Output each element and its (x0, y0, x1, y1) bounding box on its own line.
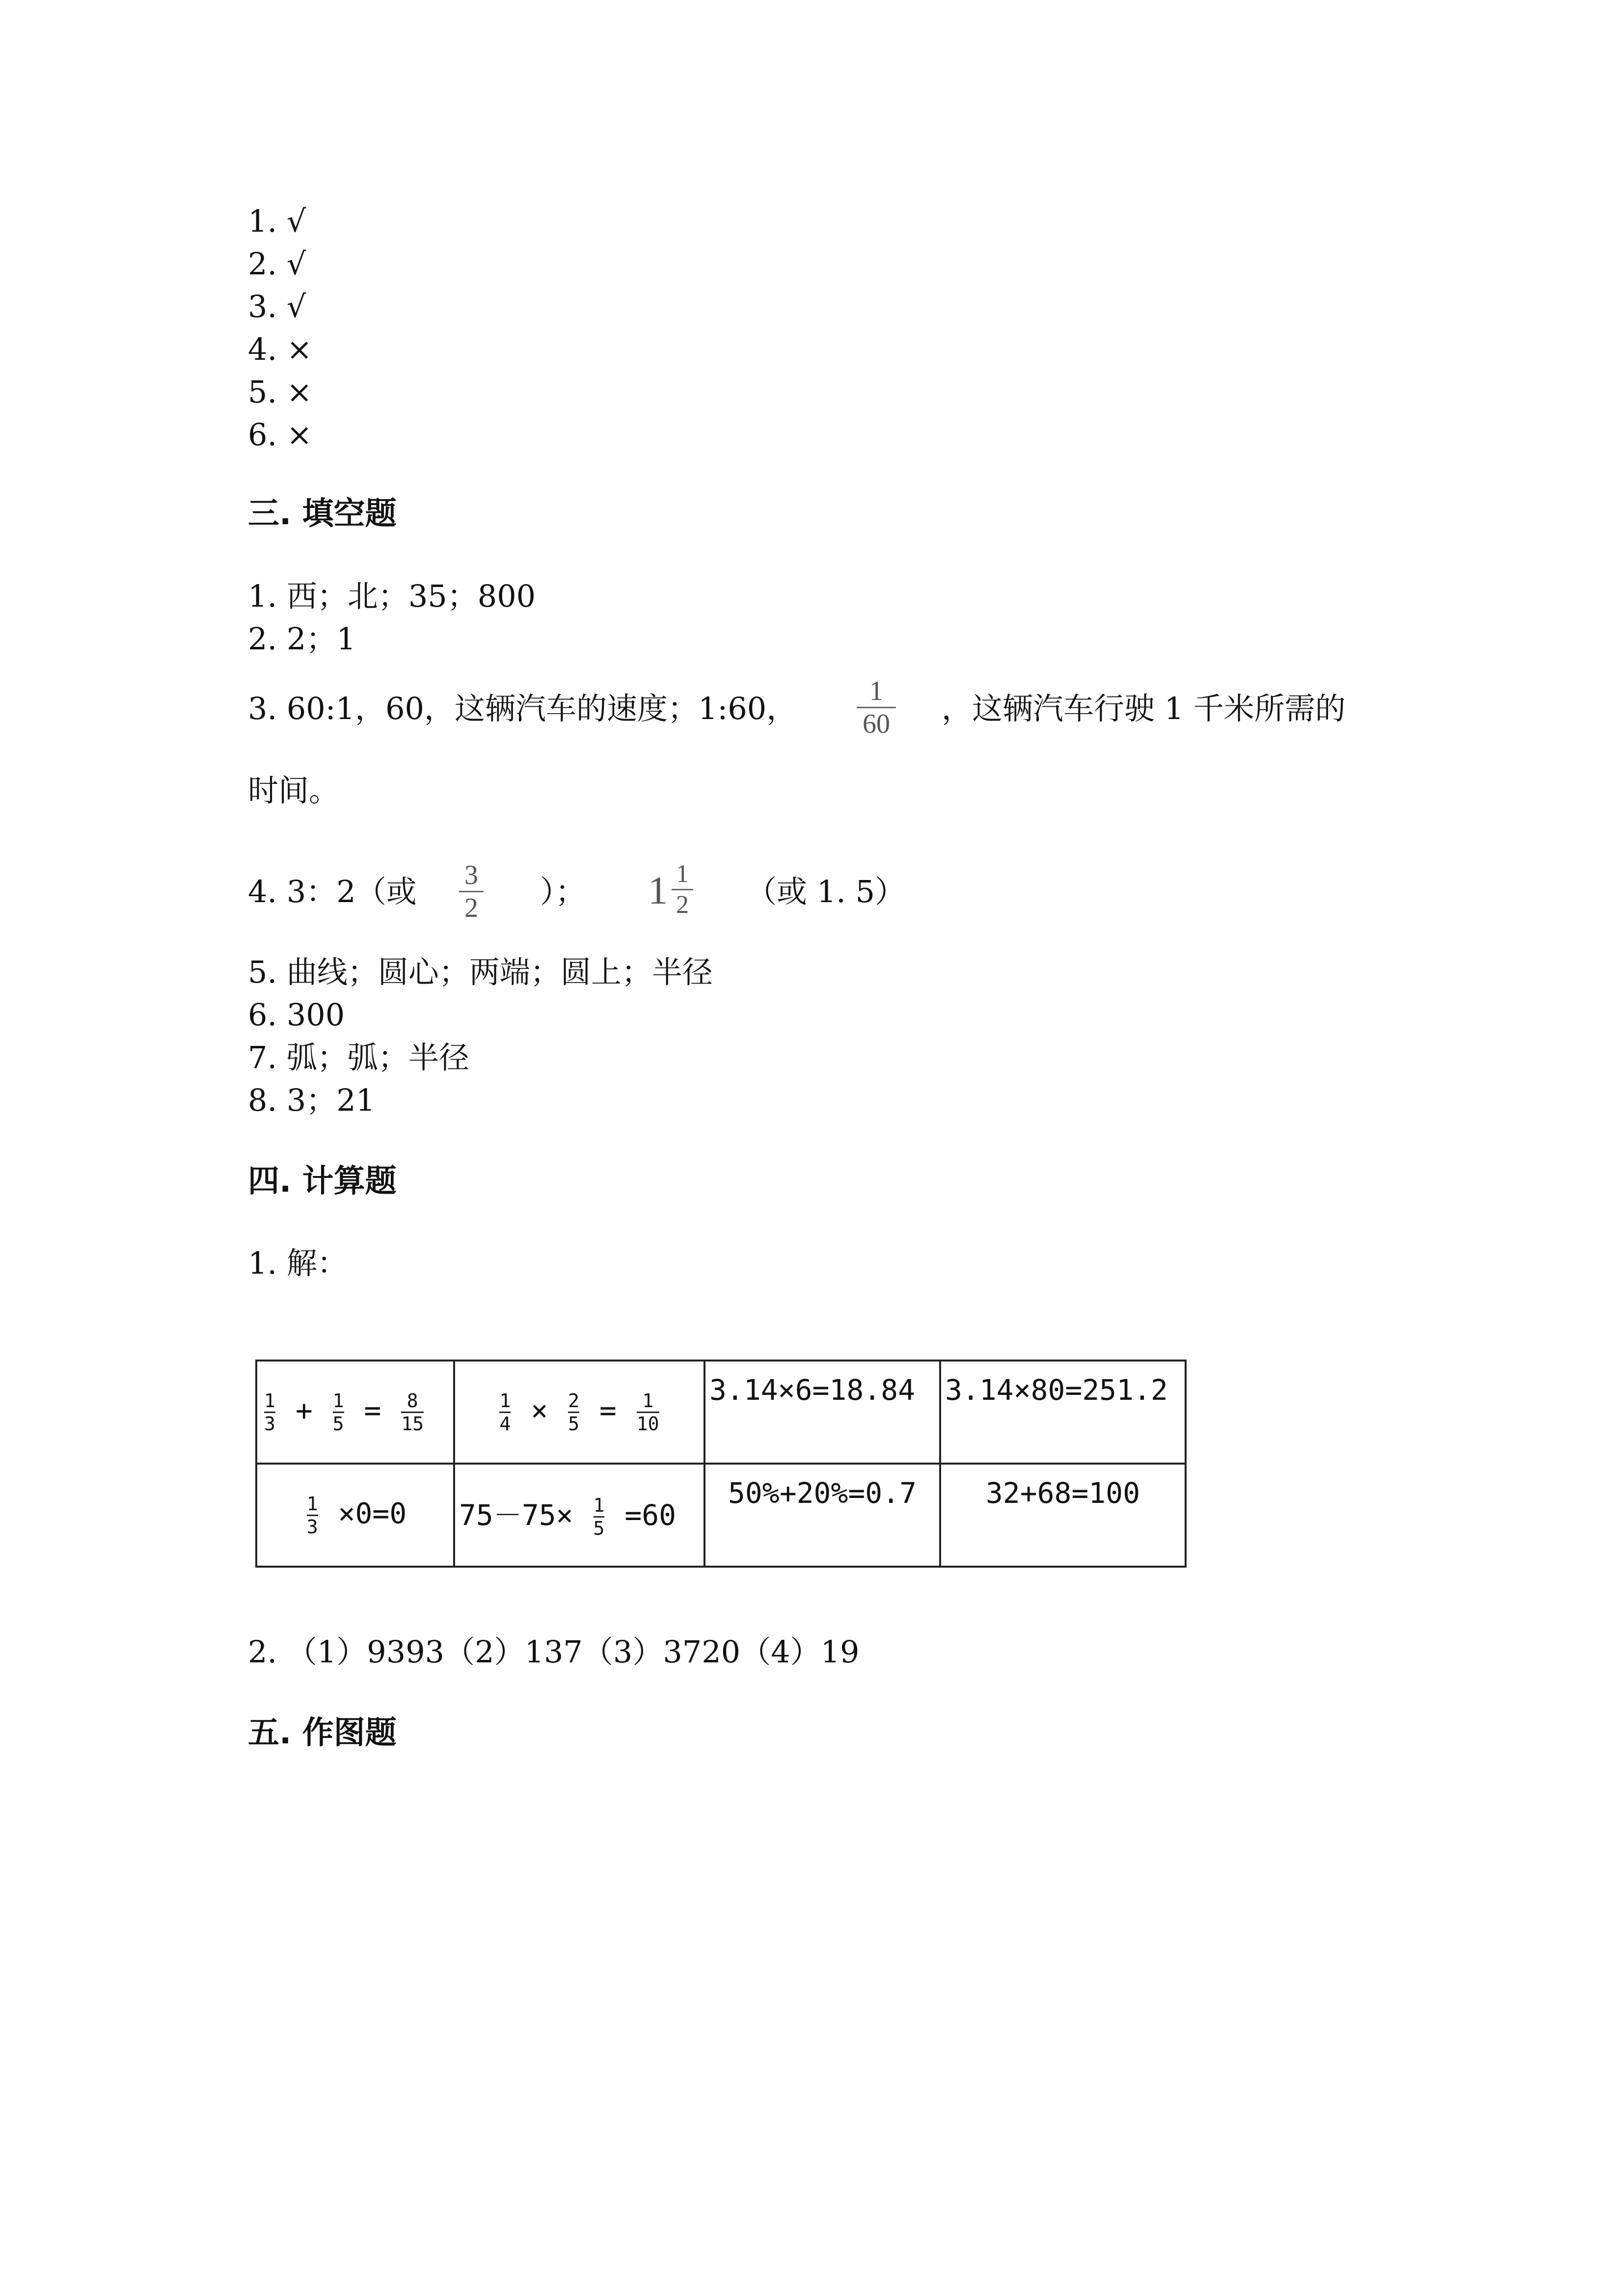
fraction (568, 1391, 579, 1434)
calc-answer-2: 2. （1）9393（2）137（3）3720（4）19 (248, 1634, 860, 1670)
table-cell (454, 1464, 704, 1567)
fill-answer-8: 8. 3；21 (248, 1082, 376, 1118)
operator: × (531, 1393, 548, 1427)
fraction-denominator: 10 (636, 1413, 659, 1435)
fraction-denominator: 5 (332, 1413, 344, 1435)
fill-answer-7: 7. 弧；弧；半径 (248, 1040, 469, 1075)
fraction-numerator: 3 (464, 860, 478, 890)
fraction-numerator: 1 (642, 1389, 654, 1412)
equals-sign: = (364, 1393, 381, 1427)
fill-answer-2: 2. 2；1 (248, 621, 356, 657)
fraction-denominator: 5 (568, 1413, 579, 1435)
table-cell: 3.14×6=18.84 (704, 1361, 940, 1464)
fraction-numerator: 2 (568, 1389, 579, 1412)
fraction-denominator: 3 (306, 1516, 318, 1538)
fraction-numerator: 1 (676, 860, 689, 888)
fraction (401, 1391, 424, 1434)
section-3-heading: 三. 填空题 (248, 496, 397, 532)
table-cell (454, 1361, 704, 1464)
fraction-3-2 (457, 861, 486, 922)
expression-rest: =60 (624, 1498, 677, 1532)
judge-item-4: 4. × (248, 331, 312, 367)
fraction-denominator: 3 (264, 1413, 275, 1435)
table-cell (256, 1464, 454, 1567)
fraction-numerator: 1 (869, 676, 883, 706)
fraction-numerator: 1 (593, 1495, 605, 1517)
expression-rest: ×0=0 (338, 1496, 407, 1530)
table-cell (256, 1361, 454, 1464)
fraction-numerator: 8 (406, 1389, 418, 1412)
fraction-denominator: 2 (676, 891, 689, 919)
fraction-denominator: 4 (499, 1413, 511, 1435)
fraction-denominator: 5 (593, 1518, 605, 1540)
table-cell: 50%+20%=0.7 (704, 1464, 940, 1567)
fraction-denominator: 2 (464, 893, 478, 923)
fraction (333, 1391, 344, 1434)
equals-sign: = (599, 1393, 617, 1427)
fraction (499, 1391, 511, 1434)
judge-item-3: 3. √ (248, 289, 306, 324)
judge-item-1: 1. √ (248, 203, 306, 239)
mixed-number-fraction (670, 861, 695, 918)
fraction (594, 1495, 605, 1538)
calculation-table (255, 1360, 1187, 1568)
fill-answer-4-part-c: （或 1. 5） (746, 874, 906, 909)
fraction-numerator: 1 (264, 1389, 275, 1412)
fraction (307, 1494, 318, 1537)
fill-answer-3-part-a: 3. 60:1，60，这辆汽车的速度；1:60， (248, 691, 797, 726)
fraction-numerator: 1 (499, 1389, 511, 1412)
fraction (264, 1391, 275, 1434)
fraction-numerator: 1 (306, 1493, 318, 1515)
expression-prefix: 75－75× (459, 1498, 573, 1532)
operator: + (295, 1393, 313, 1427)
table-row (256, 1361, 1186, 1464)
section-5-heading: 五. 作图题 (248, 1715, 397, 1751)
fraction (637, 1391, 659, 1434)
fill-answer-1: 1. 西；北；35；800 (248, 578, 536, 614)
fill-answer-4-part-b: ）； (540, 874, 586, 909)
calc-answer-1-label: 1. 解： (248, 1245, 348, 1281)
fill-answer-3-part-b: ，这辆汽车行驶 1 千米所需的 (942, 691, 1346, 726)
fraction-denominator: 60 (863, 709, 890, 739)
table-cell: 3.14×80=251.2 (940, 1361, 1186, 1464)
table-cell: 32+68=100 (940, 1464, 1186, 1567)
fill-answer-6: 6. 300 (248, 997, 345, 1033)
fraction-numerator: 1 (332, 1389, 344, 1412)
fraction-denominator: 15 (401, 1413, 424, 1435)
fill-answer-4-part-a: 4. 3：2（或 (248, 874, 417, 909)
section-4-heading: 四. 计算题 (248, 1163, 397, 1200)
judge-item-5: 5. × (248, 374, 312, 410)
judge-item-6: 6. × (248, 417, 312, 453)
table-row (256, 1464, 1186, 1567)
mixed-number-whole: 1 (648, 869, 668, 912)
fill-answer-5: 5. 曲线；圆心；两端；圆上；半径 (248, 954, 713, 990)
fraction-1-60 (854, 677, 898, 738)
fill-answer-3-part-c: 时间。 (248, 773, 340, 808)
judge-item-2: 2. √ (248, 246, 306, 282)
